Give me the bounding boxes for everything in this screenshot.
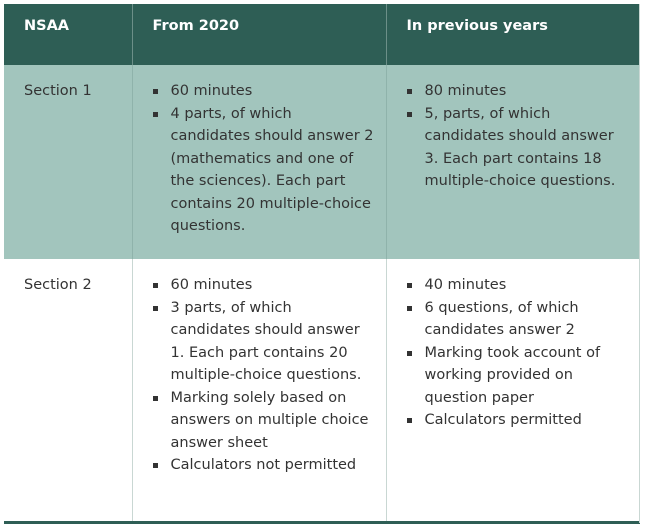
bullet-icon bbox=[407, 306, 412, 311]
row-label: Section 2 bbox=[4, 259, 132, 521]
cell-from-2020 bbox=[132, 65, 386, 259]
list-item: Calculators permitted bbox=[405, 409, 629, 432]
bullet-icon bbox=[407, 418, 412, 423]
list-item: Marking solely based on answers on multiple choice answer sheet bbox=[151, 387, 374, 455]
table-row-section-2 bbox=[4, 259, 640, 521]
nsaa-comparison-table bbox=[4, 4, 640, 521]
bullet-list bbox=[151, 80, 374, 238]
cell-from-2020 bbox=[132, 259, 386, 521]
list-item: 6 questions, of which candidates answer 2 bbox=[405, 297, 629, 342]
list-item: 60 minutes bbox=[151, 274, 374, 297]
list-item: Calculators not permitted bbox=[151, 454, 374, 477]
list-item: 80 minutes bbox=[405, 80, 629, 103]
header-previous-years: In previous years bbox=[386, 4, 640, 65]
bullet-icon bbox=[153, 463, 158, 468]
table-header-row bbox=[4, 4, 640, 65]
list-item: 60 minutes bbox=[151, 80, 374, 103]
bullet-icon bbox=[153, 89, 158, 94]
bullet-icon bbox=[407, 89, 412, 94]
header-from-2020: From 2020 bbox=[132, 4, 386, 65]
list-item: Marking took account of working provided on question paper bbox=[405, 342, 629, 410]
bullet-icon bbox=[153, 306, 158, 311]
bullet-list bbox=[405, 80, 629, 193]
cell-previous-years bbox=[386, 259, 640, 521]
table-row-section-1 bbox=[4, 65, 640, 259]
table-right-border bbox=[639, 4, 640, 523]
bullet-list bbox=[405, 274, 629, 432]
bullet-icon bbox=[407, 283, 412, 288]
header-nsaa: NSAA bbox=[4, 4, 132, 65]
list-item: 3 parts, of which candidates should answer 1. Each part contains 20 multiple-choice questions. bbox=[151, 297, 374, 387]
comparison-table-wrapper bbox=[4, 4, 640, 524]
list-item: 5, parts, of which candidates should answer 3. Each part contains 18 multiple-choice questions. bbox=[405, 103, 629, 193]
bullet-list bbox=[151, 274, 374, 477]
list-item: 40 minutes bbox=[405, 274, 629, 297]
bullet-icon bbox=[153, 283, 158, 288]
bullet-icon bbox=[407, 112, 412, 117]
row-label: Section 1 bbox=[4, 65, 132, 259]
bullet-icon bbox=[153, 396, 158, 401]
bullet-icon bbox=[407, 351, 412, 356]
list-item: 4 parts, of which candidates should answer 2 (mathematics and one of the sciences). Each part contains 20 multiple-choice questions. bbox=[151, 103, 374, 238]
cell-previous-years bbox=[386, 65, 640, 259]
bullet-icon bbox=[153, 112, 158, 117]
